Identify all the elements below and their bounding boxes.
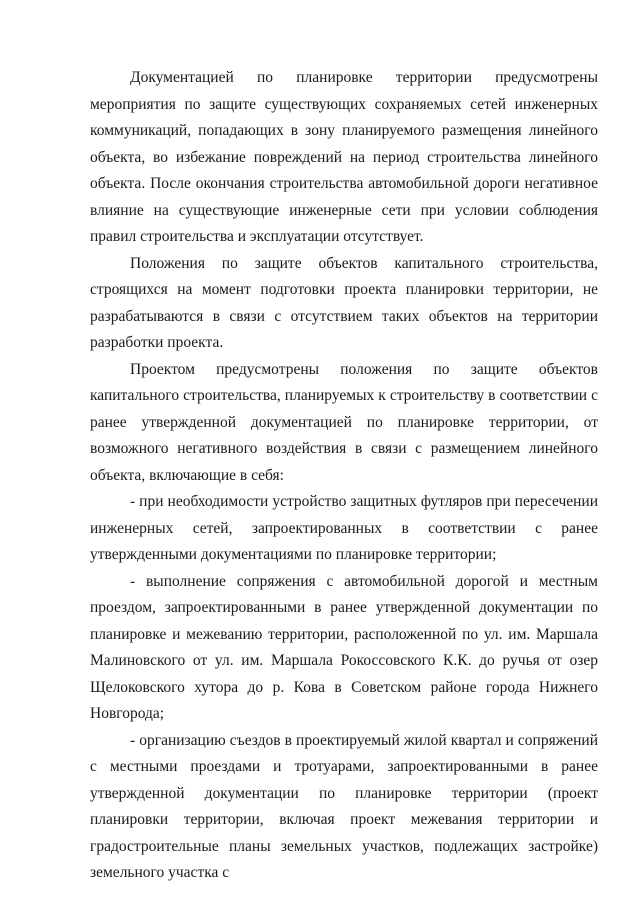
paragraph-objects-under-construction: Положения по защите объектов капитального строительства, строящихся на момент подготовки проекта планировки территории, не разрабатываются в связи с отсутствием таких объектов на территории разработки проекта. <box>90 254 598 351</box>
paragraph-planned-objects-protection: Проектом предусмотрены положения по защите объектов капитального строительства, планируемых к строительству в соответствии с ранее утвержденной документацией по планировке территории, от возможного негативного воздействия в связи с размещением линейного объекта, включающие в себя: <box>90 360 598 484</box>
document-page <box>90 65 598 887</box>
paragraph-engineering-networks: Документацией по планировке территории предусмотрены мероприятия по защите существующих сохраняемых сетей инженерных коммуникаций, попадающих в зону планируемого размещения линейного объекта, во избежание повреждений на период строительства линейного объекта. После окончания строительства автомобильной дороги негативное влияние на существующие инженерные сети при условии соблюдения правил строительства и эксплуатации отсутствует. <box>90 69 598 245</box>
list-item-protective-casings: - при необходимости устройство защитных футляров при пересечении инженерных сетей, запроектированных в соответствии с ранее утвержденными документациями по планировке территории; <box>90 493 598 563</box>
list-item-entrances-organization: - организацию съездов в проектируемый жилой квартал и сопряжений с местными проездами и тротуарами, запроектированными в ранее утвержденной документации по планировке территории (проект планировки территории, включая проект межевания территории и градостроительные планы земельных участков, подлежащих застройке) земельного участка с <box>90 731 598 881</box>
list-item-road-junction: - выполнение сопряжения с автомобильной дорогой и местным проездом, запроектированными в ранее утвержденной документации по планировке и межеванию территории, расположенной по ул. им. Маршала Малиновского от ул. им. Маршала Рокоссовского К.К. до ручья от озер Щелоковского хутора до р. Кова в Советском районе города Нижнего Новгорода; <box>90 572 598 722</box>
